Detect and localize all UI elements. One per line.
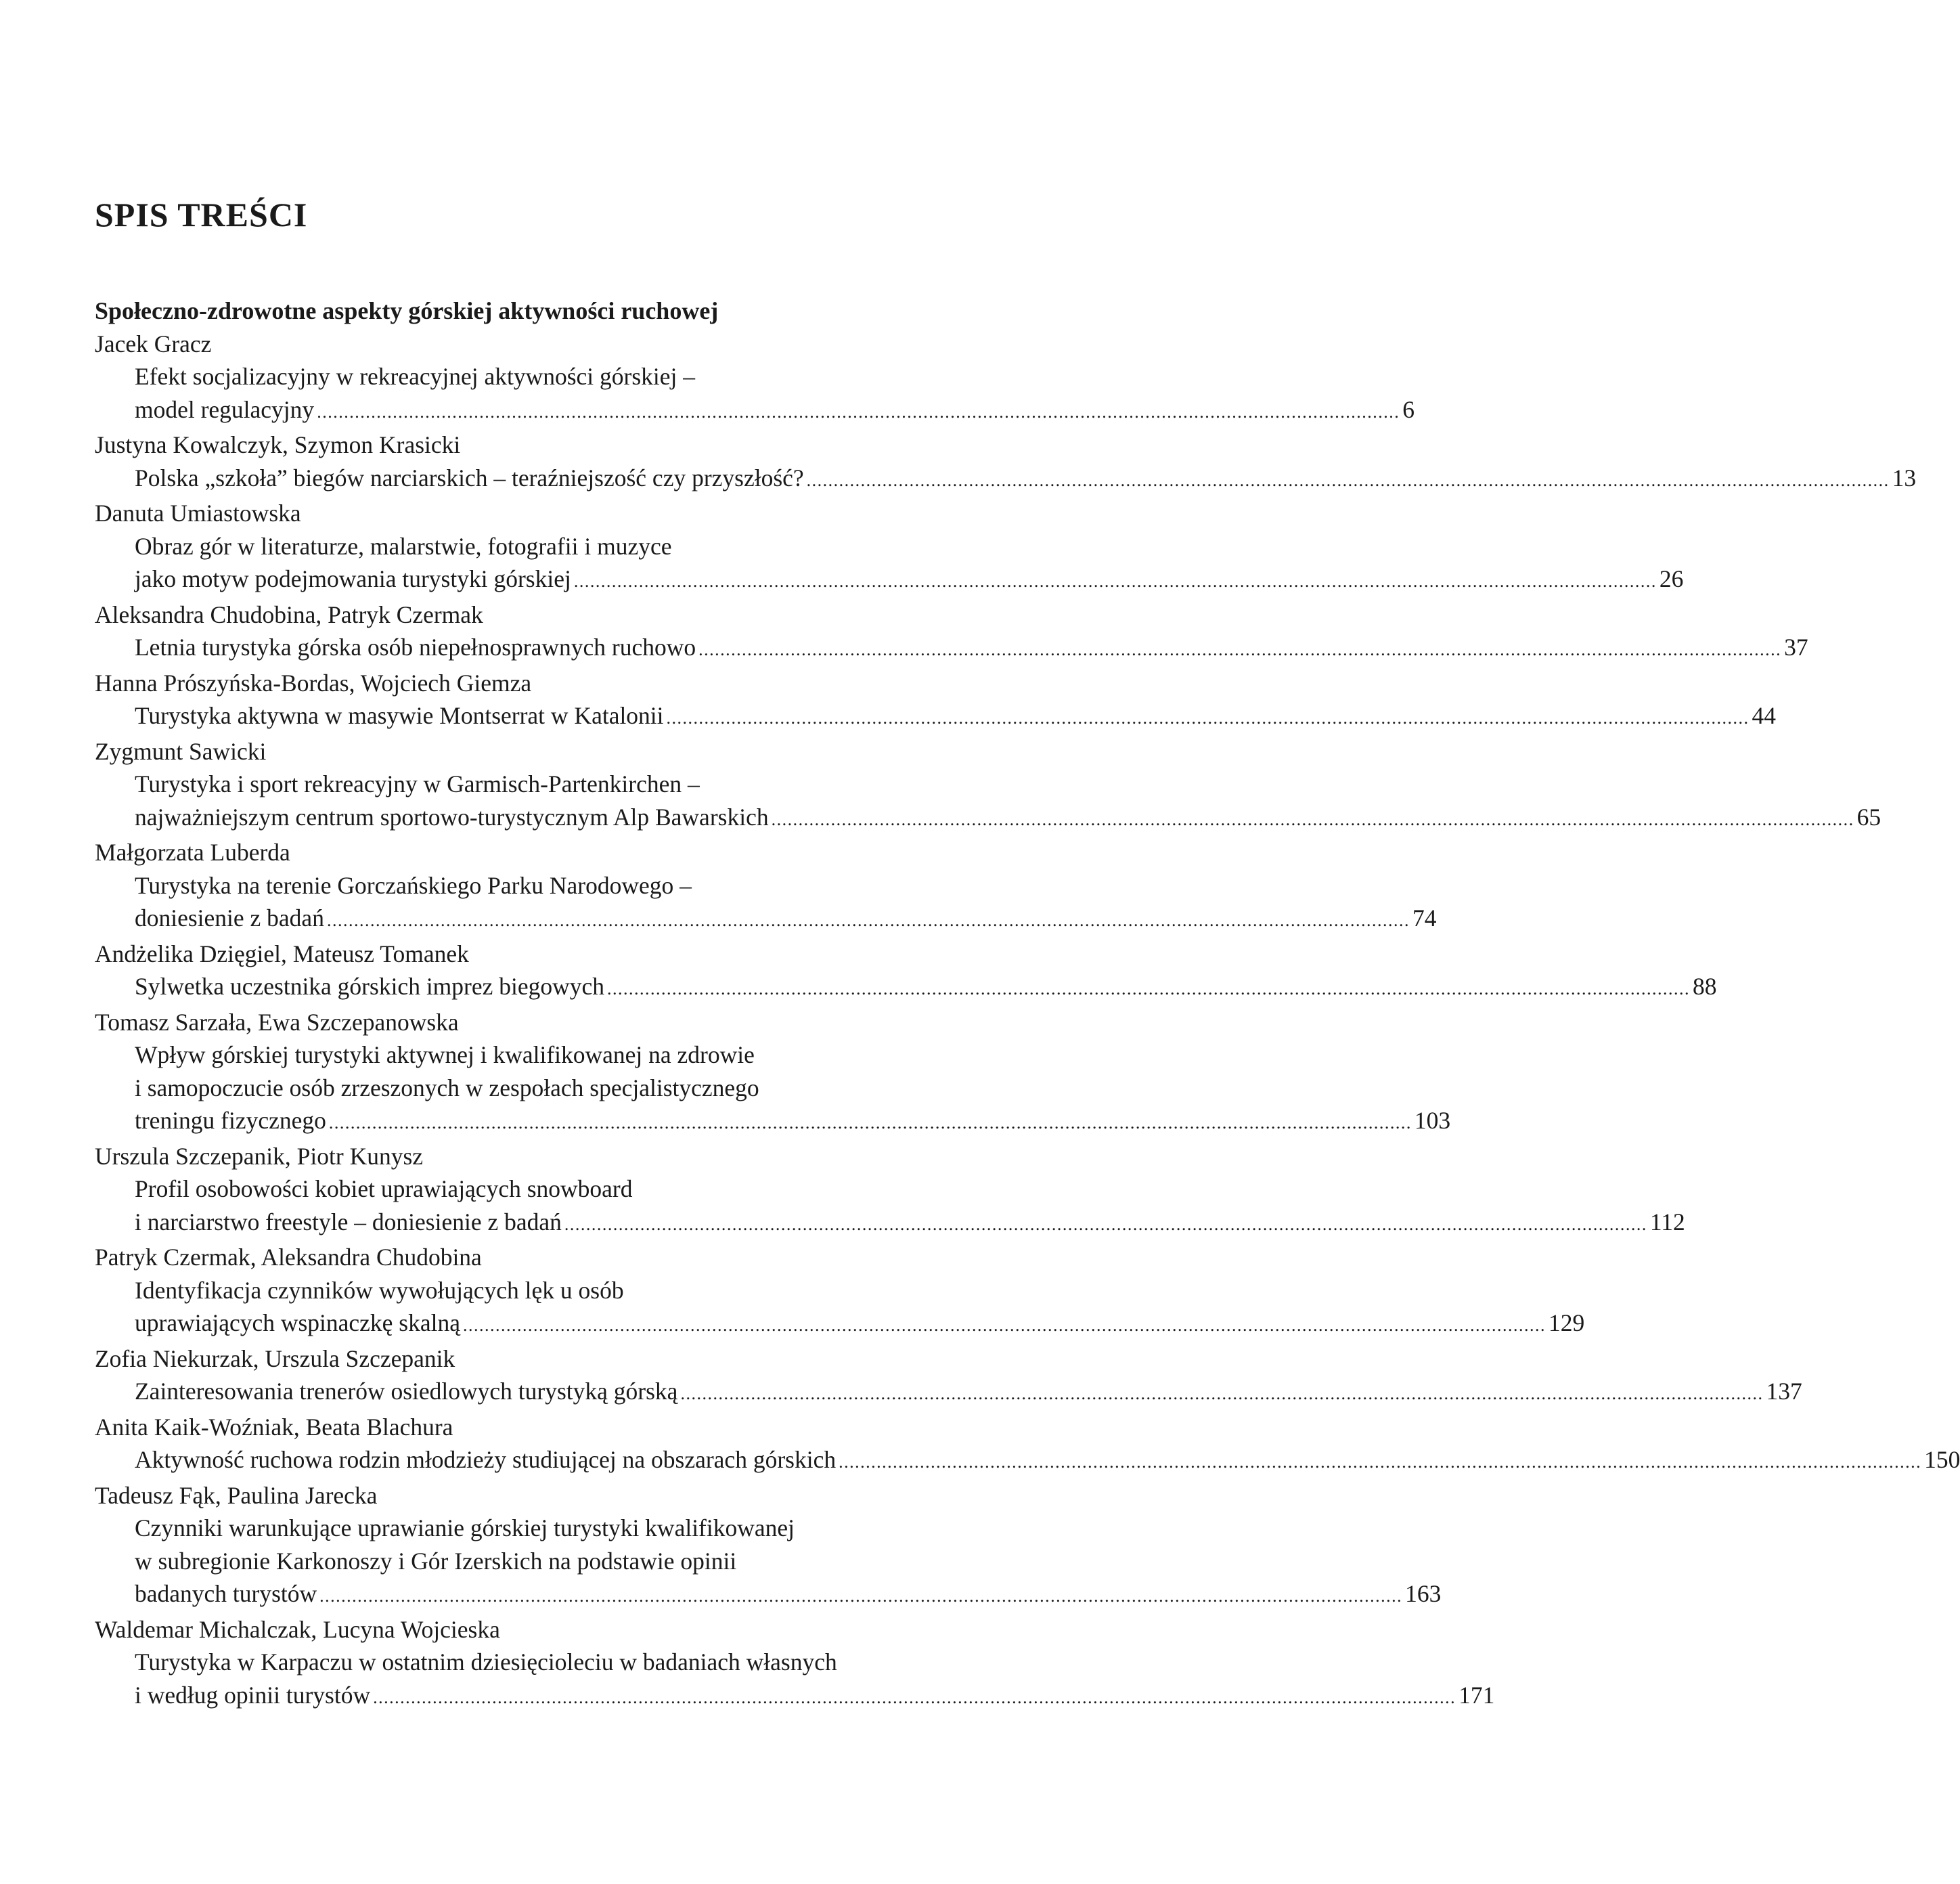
entry-title-line: doniesienie z badań — [135, 904, 324, 932]
toc-entry — [95, 1613, 1495, 1715]
entry-title-leader-line — [95, 1375, 1802, 1411]
entry-authors: Danuta Umiastowska — [95, 500, 301, 527]
page-number[interactable]: 13 — [1892, 464, 1917, 491]
entry-title-leader-line — [95, 1307, 1585, 1342]
entry-title-line: uprawiających wspinaczkę skalną — [135, 1309, 461, 1336]
page-number[interactable]: 65 — [1856, 803, 1881, 831]
toc-entry — [95, 938, 1717, 1006]
page-number[interactable]: 37 — [1784, 634, 1808, 661]
page-number[interactable]: 88 — [1693, 973, 1717, 1000]
entry-authors: Hanna Prószyńska-Bordas, Wojciech Giemza — [95, 669, 532, 697]
dot-leader: ........................................................................................................................................................................................................ — [319, 1586, 1403, 1606]
section-title: Społeczno-zdrowotne aspekty górskiej aktywności ruchowej — [95, 297, 719, 324]
entry-title-line: i według opinii turystów — [135, 1681, 371, 1709]
dot-leader: ........................................................................................................................................................................................................ — [607, 979, 1691, 999]
entry-authors: Justyna Kowalczyk, Szymon Krasicki — [95, 431, 461, 458]
entry-title-line: najważniejszym centrum sportowo-turystycznym Alp Bawarskich — [135, 803, 769, 831]
entry-title-line: Aktywność ruchowa rodzin młodzieży studiującej na obszarach górskich — [135, 1446, 837, 1473]
dot-leader: ........................................................................................................................................................................................................ — [564, 1214, 1647, 1234]
entry-authors: Anita Kaik-Woźniak, Beata Blachura — [95, 1413, 453, 1441]
dot-leader: ........................................................................................................................................................................................................ — [680, 1384, 1764, 1403]
entry-title-line: Letnia turystyka górska osób niepełnosprawnych ruchowo — [135, 634, 696, 661]
page-number[interactable]: 163 — [1405, 1580, 1442, 1607]
entry-title-line: Turystyka aktywna w masywie Montserrat w Katalonii — [135, 702, 664, 729]
page-number[interactable]: 103 — [1414, 1107, 1451, 1134]
dot-leader: ........................................................................................................................................................................................................ — [326, 911, 1410, 930]
dot-leader: ........................................................................................................................................................................................................ — [839, 1452, 1922, 1472]
entry-title-line: Identyfikacja czynników wywołujących lęk u osób — [135, 1276, 624, 1304]
entry-title-line: Polska „szkoła” biegów narciarskich – teraźniejszość czy przyszłość? — [135, 464, 804, 491]
dot-leader: ........................................................................................................................................................................................................ — [373, 1687, 1456, 1707]
page-number[interactable]: 112 — [1649, 1208, 1685, 1235]
entry-title-line: Wpływ górskiej turystyki aktywnej i kwalifikowanej na zdrowie — [135, 1041, 755, 1068]
entry-title-leader-line — [95, 699, 1777, 735]
toc-entry — [95, 667, 1777, 735]
dot-leader: ........................................................................................................................................................................................................ — [463, 1315, 1546, 1335]
toc-entry — [95, 1479, 1442, 1613]
dot-leader: ........................................................................................................................................................................................................ — [666, 708, 1750, 728]
toc-entry — [95, 1241, 1585, 1342]
toc-entries — [95, 328, 1960, 1715]
entry-title-line: i samopoczucie osób zrzeszonych w zespołach specjalistycznego — [135, 1074, 759, 1101]
page-number[interactable]: 6 — [1402, 395, 1415, 423]
entry-title-leader-line — [95, 393, 1415, 429]
entry-title-line: Sylwetka uczestnika górskich imprez biegowych — [135, 973, 605, 1000]
entry-title-line: Efekt socjalizacyjny w rekreacyjnej aktywności górskiej – — [135, 363, 696, 390]
entry-title-line: Turystyka i sport rekreacyjny w Garmisch-Partenkirchen – — [135, 770, 700, 797]
entry-title-leader-line — [95, 801, 1881, 837]
dot-leader: ........................................................................................................................................................................................................ — [573, 571, 1657, 591]
page-number[interactable]: 26 — [1659, 565, 1684, 592]
dot-leader: ........................................................................................................................................................................................................ — [771, 809, 1854, 829]
entry-title-line: Profil osobowości kobiet uprawiających snowboard — [135, 1175, 633, 1202]
entry-title-leader-line — [95, 563, 1684, 598]
entry-title-leader-line — [95, 1206, 1685, 1242]
entry-authors: Waldemar Michalczak, Lucyna Wojcieska — [95, 1615, 500, 1643]
entry-title-leader-line — [95, 1443, 1960, 1479]
toc-entry — [95, 1006, 1451, 1140]
dot-leader: ........................................................................................................................................................................................................ — [328, 1113, 1412, 1133]
entry-authors: Małgorzata Luberda — [95, 839, 290, 866]
dot-leader: ........................................................................................................................................................................................................ — [698, 640, 1782, 659]
entry-title-leader-line — [95, 970, 1717, 1006]
page-number[interactable]: 171 — [1458, 1681, 1495, 1709]
entry-title-line: Turystyka w Karpaczu w ostatnim dziesięcioleciu w badaniach własnych — [135, 1648, 837, 1675]
entry-authors: Patryk Czermak, Aleksandra Chudobina — [95, 1244, 482, 1271]
entry-authors: Urszula Szczepanik, Piotr Kunysz — [95, 1142, 424, 1170]
entry-authors: Tadeusz Fąk, Paulina Jarecka — [95, 1481, 378, 1509]
entry-title-line: Czynniki warunkujące uprawianie górskiej turystyki kwalifikowanej — [135, 1514, 795, 1541]
table-of-contents — [95, 294, 1960, 1714]
page-number[interactable]: 74 — [1412, 904, 1437, 932]
toc-entry — [95, 598, 1808, 667]
entry-title-leader-line — [95, 902, 1437, 938]
entry-authors: Tomasz Sarzała, Ewa Szczepanowska — [95, 1008, 459, 1036]
page-number[interactable]: 150 — [1924, 1446, 1960, 1473]
page-number[interactable]: 44 — [1752, 702, 1777, 729]
entry-authors: Zygmunt Sawicki — [95, 737, 267, 765]
entry-title-line: badanych turystów — [135, 1580, 317, 1607]
entry-title-line: treningu fizycznego — [135, 1107, 326, 1134]
entry-title-line: Turystyka na terenie Gorczańskiego Parku Narodowego – — [135, 871, 692, 899]
dot-leader: ........................................................................................................................................................................................................ — [806, 470, 1890, 490]
page-heading: SPIS TREŚCI — [95, 196, 308, 234]
entry-title-line: Obraz gór w literaturze, malarstwie, fotografii i muzyce — [135, 532, 672, 560]
toc-entry — [95, 328, 1415, 429]
entry-authors: Zofia Niekurzak, Urszula Szczepanik — [95, 1344, 455, 1372]
toc-entry — [95, 1411, 1960, 1479]
toc-entry — [95, 429, 1917, 497]
page-number[interactable]: 137 — [1766, 1378, 1802, 1405]
toc-entry — [95, 497, 1684, 598]
entry-title-leader-line — [95, 1104, 1451, 1140]
entry-authors: Jacek Gracz — [95, 330, 212, 357]
entry-title-line: model regulacyjny — [135, 395, 315, 423]
toc-entry — [95, 735, 1881, 837]
entry-title-line: Zainteresowania trenerów osiedlowych turystyką górską — [135, 1378, 678, 1405]
entry-title-leader-line — [95, 462, 1917, 498]
toc-entry — [95, 836, 1437, 938]
page-number[interactable]: 129 — [1549, 1309, 1585, 1336]
entry-title-leader-line — [95, 1679, 1495, 1715]
entry-title-line: jako motyw podejmowania turystyki górskiej — [135, 565, 571, 592]
entry-title-line: w subregionie Karkonoszy i Gór Izerskich na podstawie opinii — [135, 1547, 737, 1575]
entry-authors: Andżelika Dzięgiel, Mateusz Tomanek — [95, 940, 469, 967]
entry-authors: Aleksandra Chudobina, Patryk Czermak — [95, 600, 483, 628]
dot-leader: ........................................................................................................................................................................................................ — [317, 401, 1400, 422]
entry-title-leader-line — [95, 631, 1808, 667]
toc-entry — [95, 1140, 1685, 1242]
entry-title-line: i narciarstwo freestyle – doniesienie z badań — [135, 1208, 562, 1235]
entry-title-leader-line — [95, 1577, 1442, 1613]
toc-entry — [95, 1342, 1802, 1411]
